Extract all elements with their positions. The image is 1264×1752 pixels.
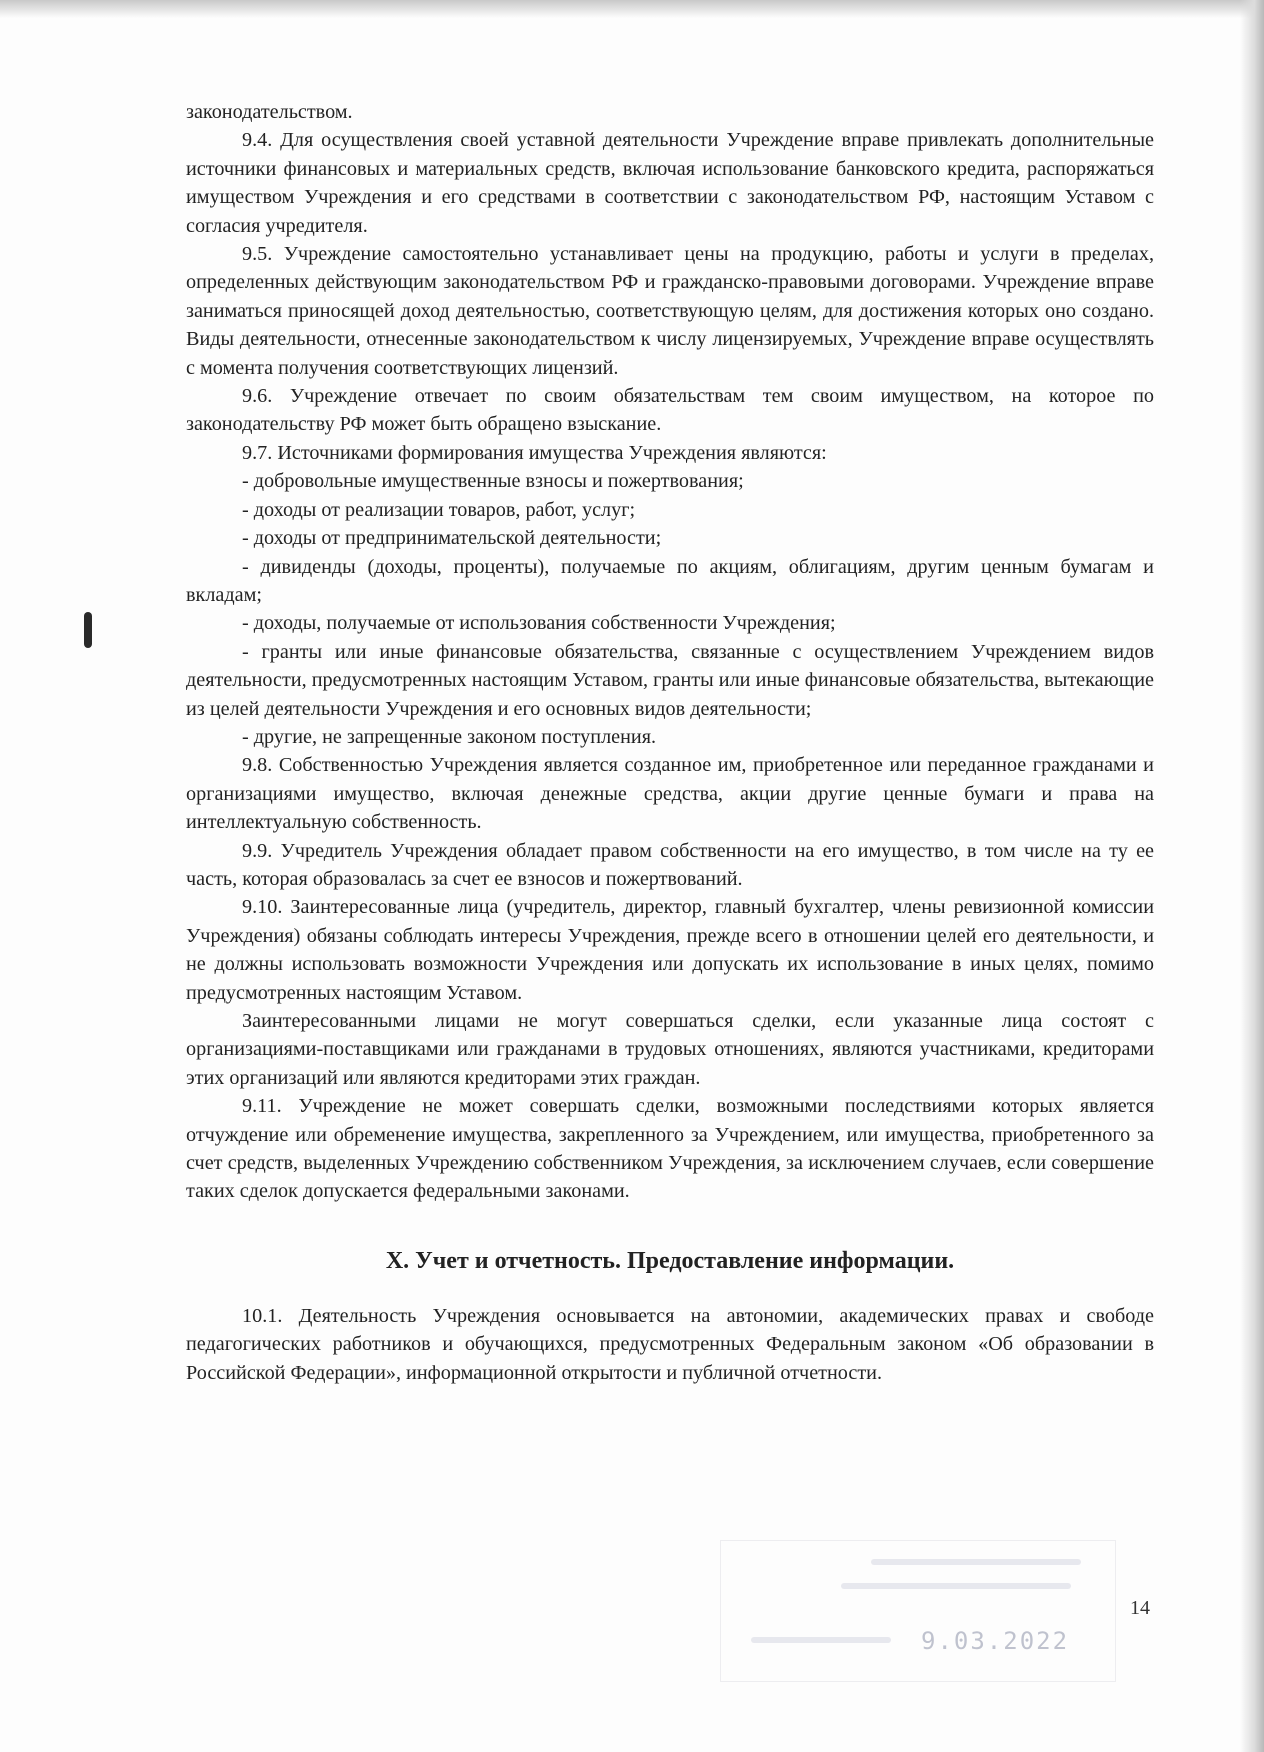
- paragraph-9-9: 9.9. Учредитель Учреждения обладает правом собственности на его имущество, в том числе на ту ее часть, которая образовалась за счет ее взносов и пожертвований.: [186, 839, 1154, 890]
- paragraph-9-10b: Заинтересованными лицами не могут совершаться сделки, если указанные лица состоят с организациями-поставщиками или гражданами в трудовых отношениях, являются участниками, кредиторами этих организаций или являются кредиторами этих граждан.: [186, 1010, 1154, 1089]
- paragraph-9-10: 9.10. Заинтересованные лица (учредитель, директор, главный бухгалтер, члены ревизионной комиссии Учреждения) обязаны соблюдать интересы Учреждения, прежде всего в отношении целей его деятельности, и не должны использовать возможности Учреждения или допускать их использование в иных целях, помимо предусмотренных настоящим Уставом.: [186, 896, 1154, 1004]
- scan-top-shadow: [0, 0, 1264, 18]
- paragraph-9-7: 9.7. Источниками формирования имущества Учреждения являются:: [242, 441, 827, 464]
- page-number: 14: [1130, 1597, 1150, 1619]
- paragraphs-section-9: [186, 98, 1154, 1206]
- binder-hole-mark: [84, 612, 92, 648]
- paragraph-9-6: 9.6. Учреждение отвечает по своим обязательствам тем своим имуществом, на которое по законодательству РФ может быть обращено взыскание.: [186, 385, 1154, 436]
- paragraph-9-4: 9.4. Для осуществления своей уставной деятельности Учреждение вправе привлекать дополнительные источники финансовых и материальных средств, включая использование банковского кредита, распоряжаться имуществом Учреждения и его средствами в соответствии с законодательством РФ, настоящим Уставом с согласия учредителя.: [186, 129, 1154, 237]
- paragraph-list-1: - добровольные имущественные взносы и пожертвования;: [242, 470, 744, 493]
- paragraph-list-3: - доходы от предпринимательской деятельности;: [242, 527, 662, 550]
- paragraph-9-5: 9.5. Учреждение самостоятельно устанавливает цены на продукцию, работы и услуги в пределах, определенных действующим законодательством РФ и гражданско-правовыми договорами. Учреждение вправе заниматься приносящей доход деятельностью, соответствующую целям, для достижения которых оно создано. Виды деятельности, отнесенные законодательством к числу лицензируемых, Учреждение вправе осуществлять с момента получения соответствующих лицензий.: [186, 243, 1154, 379]
- paragraph-list-4: - дивиденды (доходы, проценты), получаемые по акциям, облигациям, другим ценным бумагам и вкладам;: [186, 555, 1154, 606]
- paragraphs-section-10: [186, 1302, 1154, 1387]
- section-heading: X. Учет и отчетность. Предоставление информации.: [385, 1247, 955, 1274]
- paragraph-9-8: 9.8. Собственностью Учреждения является созданное им, приобретенное или переданное гражданами и организациями имущество, включая денежные средства, акции другие ценные бумаги и права на интеллектуальную собственность.: [186, 754, 1154, 834]
- stamp-date: 9.03.2022: [921, 1627, 1070, 1655]
- paragraph-list-7: - другие, не запрещенные законом поступления.: [242, 725, 657, 748]
- paragraph-10-1: 10.1. Деятельность Учреждения основывается на автономии, академических правах и свободе педагогических работников и обучающихся, предусмотренных Федеральным законом «Об образовании в Российской Федерации», информационной открытости и публичной отчетности.: [186, 1304, 1154, 1384]
- paragraph-cont: законодательством.: [186, 101, 353, 123]
- paragraph-9-11: 9.11. Учреждение не может совершать сделки, возможными последствиями которых является отчуждение или обременение имущества, закрепленного за Учреждением, или имущества, приобретенного за счет средств, выделенных Учреждению собственником Учреждения, за исключением случаев, если совершение таких сделок допускается федеральными законами.: [186, 1095, 1154, 1203]
- paragraph-list-6: - гранты или иные финансовые обязательства, связанные с осуществлением Учреждением видов деятельности, предусмотренных настоящим Уставом, гранты или иные финансовые обязательства, вытекающие из целей деятельности Учреждения и его основных видов деятельности;: [186, 640, 1154, 720]
- registration-stamp: [720, 1540, 1116, 1682]
- paragraph-list-5: - доходы, получаемые от использования собственности Учреждения;: [242, 612, 836, 635]
- scan-right-edge: [1240, 0, 1264, 1752]
- document-body: [186, 98, 1154, 1387]
- paragraph-list-2: - доходы от реализации товаров, работ, услуг;: [242, 498, 636, 521]
